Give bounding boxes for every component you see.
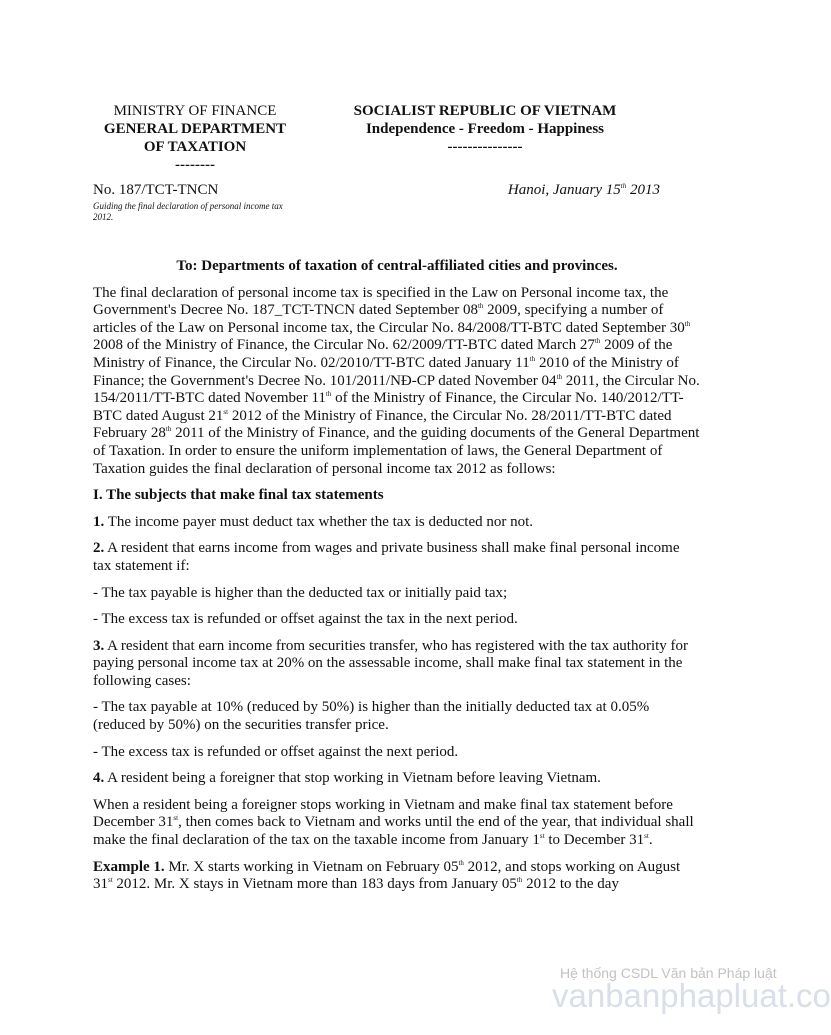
item-3: [93, 638, 701, 691]
item-number: 2.: [93, 540, 105, 557]
issue-date: [480, 182, 660, 199]
para-sup: st: [539, 832, 545, 841]
para-text: to December 31: [544, 832, 645, 849]
item-text: A resident that earns income from wages and private business shall make final personal income tax statement if:: [93, 540, 680, 574]
intro-sup: th: [556, 372, 563, 381]
watermark-caption: Hệ thống CSDL Văn bản Pháp luật: [560, 965, 777, 981]
issue-date-text: Hanoi, January 15: [507, 182, 621, 198]
item-number: 3.: [93, 637, 105, 654]
issue-date-sup: th: [620, 182, 627, 190]
item-text: A resident that earn income from securities transfer, who has registered with the tax authority for paying personal income tax at 20% on the assessable income, shall make final tax statement in the following cases:: [93, 637, 689, 689]
document-subject: Guiding the final declaration of personal income tax 2012.: [93, 201, 283, 222]
ministry-name: MINISTRY OF FINANCE: [113, 103, 277, 119]
document-number: No. 187/TCT-TNCN: [93, 182, 219, 198]
section-heading: I. The subjects that make final tax statements: [93, 487, 384, 504]
intro-sup: th: [477, 302, 484, 311]
para-sup: st: [173, 814, 179, 823]
issue-date-year: 2013: [626, 182, 660, 198]
example-sup: st: [108, 876, 113, 885]
intro-text: 2010 of the Ministry of Finance; the Government's Decree No. 101/2011/NĐ-CP dated November 04: [93, 354, 679, 389]
intro-paragraph: [93, 285, 701, 479]
intro-sup: th: [684, 319, 691, 328]
para-text: .: [648, 832, 653, 849]
example-sup: th: [458, 858, 464, 867]
para-text: , then comes back to Vietnam and works until the end of the year, that individual shall make the final declaration of the tax on the taxable income from January 1: [93, 814, 694, 849]
intro-text: The final declaration of personal income tax is specified in the Law on Personal income tax, the Government's Decree No. 187_TCT-TNCN dated September 08: [93, 284, 669, 319]
item-number: 4.: [93, 770, 105, 787]
item-3-condition-a: - The tax payable at 10% (reduced by 50%) is higher than the initially deducted tax at 0.05% (reduced by 50%) on the securities transfer price.: [93, 699, 650, 734]
para-sup: st: [644, 832, 649, 841]
recipient-line: To: Departments of taxation of central-affiliated cities and provinces.: [176, 258, 618, 274]
intro-sup: st: [223, 407, 229, 416]
intro-text: 2009, specifying a number of articles of the Law on Personal income tax, the Circular No. 84/2008/TT-BTC dated September 30: [93, 302, 685, 336]
item-3-condition-b: - The excess tax is refunded or offset against the next period.: [93, 743, 459, 760]
foreigner-paragraph: [93, 797, 701, 850]
item-text: The income payer must deduct tax whether the tax is deducted nor not.: [104, 513, 534, 530]
example-1: [93, 859, 701, 894]
national-heading: [330, 102, 640, 156]
item-4: [93, 770, 701, 788]
intro-text: 2011, the Circular No. 154/2011/TT-BTC dated November 11: [93, 372, 700, 407]
example-label: Example 1.: [93, 858, 165, 875]
intro-text: of the Ministry of Finance, the Circular No. 140/2012/TT-BTC dated August 21: [93, 390, 684, 424]
issuer-block: [80, 102, 310, 174]
issuer-separator: --------: [175, 157, 215, 173]
intro-text: 2008 of the Ministry of Finance, the Circular No. 62/2009/TT-BTC dated March 27: [93, 337, 595, 354]
example-text: Mr. X starts working in Vietnam on February 05: [164, 858, 459, 875]
example-text: 2012 to the day: [522, 876, 619, 893]
example-sup: th: [516, 876, 523, 885]
department-name-line1: GENERAL DEPARTMENT: [103, 121, 287, 137]
document-body: [93, 258, 701, 903]
item-number: 1.: [93, 513, 105, 530]
item-text: A resident being a foreigner that stop working in Vietnam before leaving Vietnam.: [104, 770, 601, 787]
national-motto: Independence - Freedom - Happiness: [365, 121, 605, 137]
department-name-line2: OF TAXATION: [143, 139, 247, 155]
example-text: 2012, and stops working on August 31: [93, 858, 681, 893]
intro-text: 2009 of the Ministry of Finance, the Circular No. 02/2010/TT-BTC dated January 11: [93, 337, 673, 371]
motto-separator: ---------------: [447, 139, 523, 155]
watermark-site: vanbanphapluat.co: [552, 977, 831, 1014]
intro-sup: th: [325, 390, 332, 399]
item-2-condition-a: - The tax payable is higher than the deducted tax or initially paid tax;: [93, 584, 508, 601]
country-name: SOCIALIST REPUBLIC OF VIETNAM: [353, 103, 617, 119]
intro-sup: th: [529, 354, 536, 363]
intro-text: 2012 of the Ministry of Finance, the Circular No. 28/2011/TT-BTC dated February 28: [93, 407, 672, 442]
example-text: 2012. Mr. X stays in Vietnam more than 183 days from January 05: [112, 876, 517, 893]
item-2: [93, 540, 701, 575]
intro-sup: th: [594, 337, 601, 346]
para-text: When a resident being a foreigner stops working in Vietnam and make final tax statement before December 31: [93, 796, 673, 831]
intro-text: 2011 of the Ministry of Finance, and the guiding documents of the General Department of Taxation. In order to ensure the uniform implementation of laws, the General Department of Taxation guides the final declaration of personal income tax 2012 as follows:: [93, 425, 700, 477]
item-2-condition-b: - The excess tax is refunded or offset against the tax in the next period.: [93, 611, 518, 628]
item-1: [93, 514, 701, 532]
intro-sup: th: [165, 425, 172, 434]
